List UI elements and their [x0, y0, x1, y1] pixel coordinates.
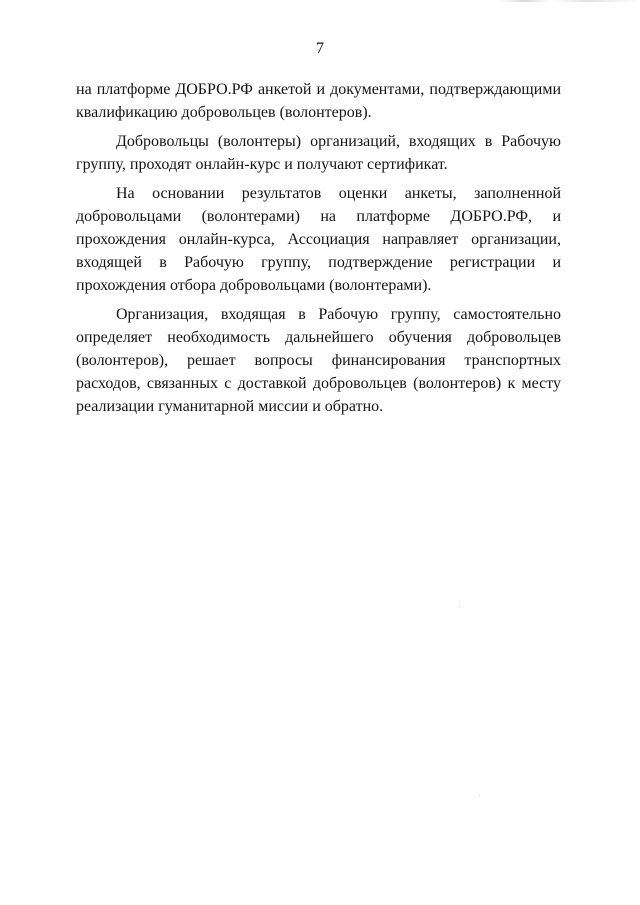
paragraph-volunteers-course: Добровольцы (волонтеры) организаций, входящих в Рабочую группу, проходят онлайн-курс и получают сертификат. [76, 133, 561, 173]
page-number: 7 [316, 40, 324, 57]
paragraph-organization-duties: Организация, входящая в Рабочую группу, самостоятельно определяет необходимость дальнейшего обучения добровольцев (волонтеров), решает вопросы финансирования транспортных расходов, связанных с доставкой добровольцев (волонтеров) к месту реализации гуманитарной миссии и обратно. [76, 306, 561, 415]
paragraph-continuation: на платформе ДОБРО.РФ анкетой и документами, подтверждающими квалификацию добровольцев (волонтеров). [76, 81, 561, 121]
body-text [76, 78, 561, 418]
scan-speck [459, 606, 460, 607]
paragraph-registration-confirmation: На основании результатов оценки анкеты, заполненной добровольцами (волонтерами) на платформе ДОБРО.РФ, и прохождения онлайн-курса, Ассоциация направляет организации, входящей в Рабочую группу, подтверждение регистрации и прохождения отбора добровольцами (волонтерами). [76, 185, 561, 294]
scan-speck [479, 795, 480, 796]
scan-edge-artifact [0, 0, 640, 2]
